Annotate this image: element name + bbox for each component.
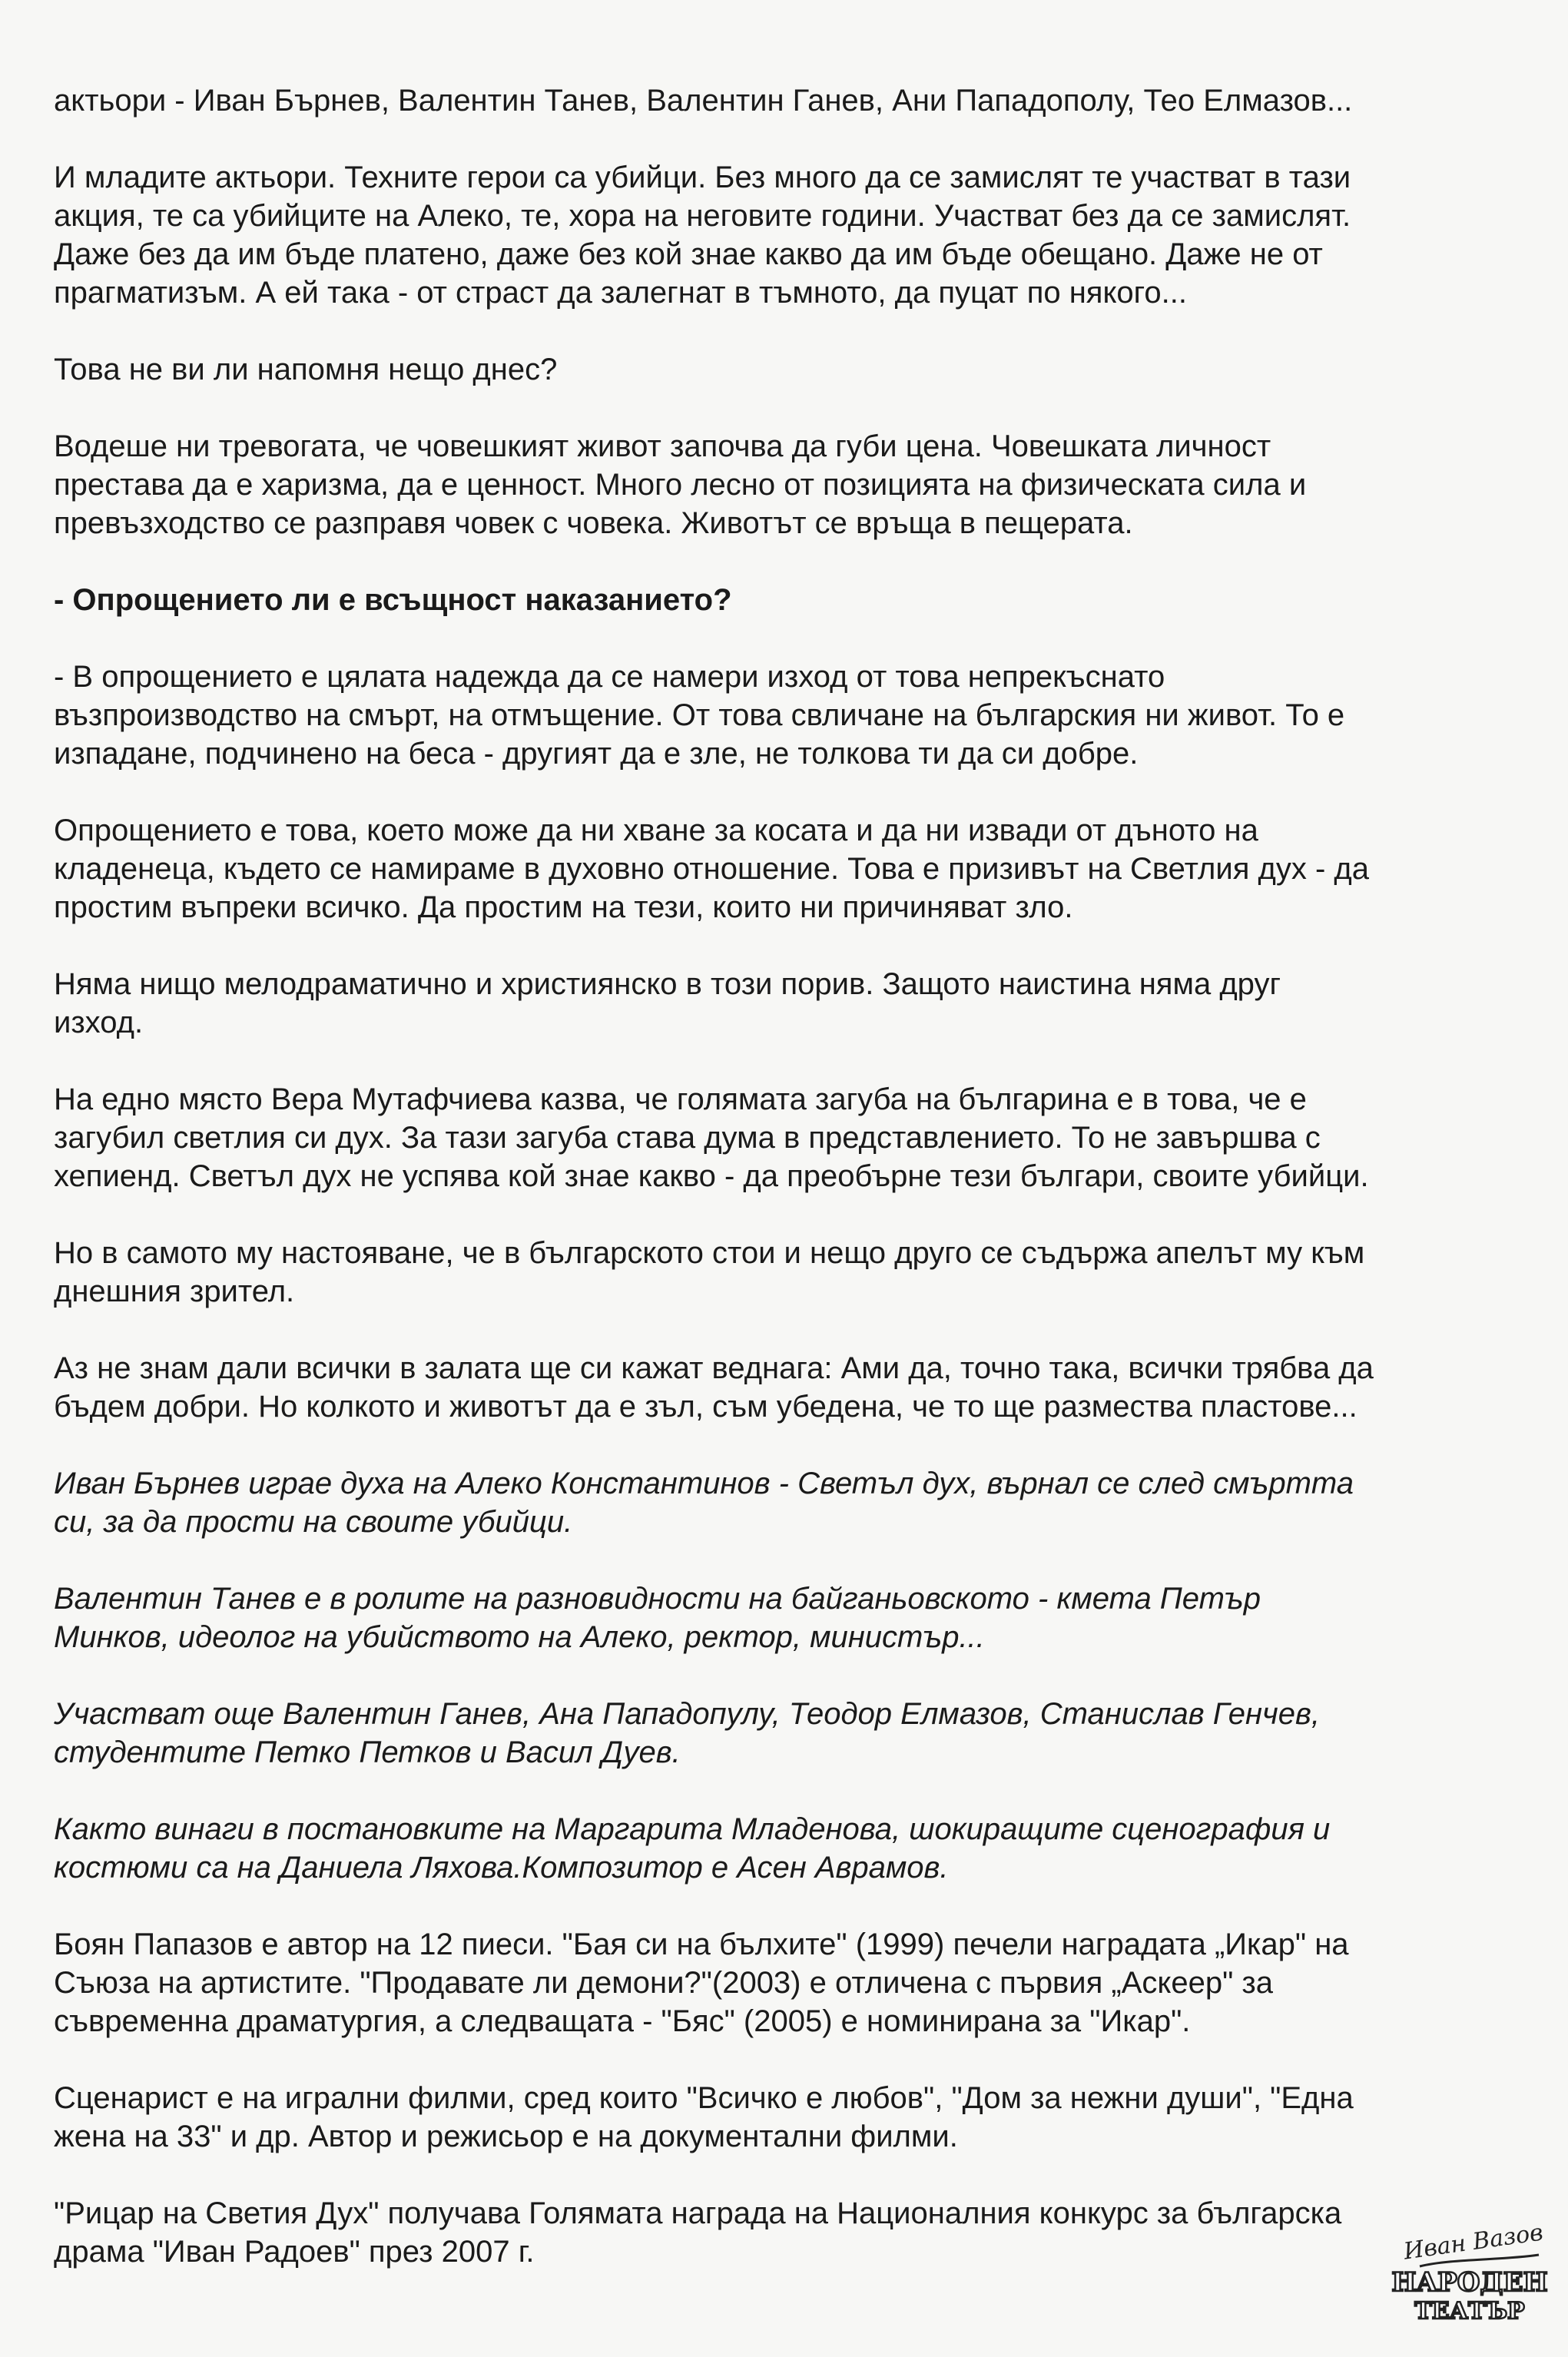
paragraph-7: [54, 811, 1529, 927]
national-theatre-logo: [1389, 2213, 1550, 2328]
paragraph-line: превъзходство се разправя човек с човека. Животът се връща в пещерата.: [54, 506, 1133, 540]
paragraph-line: Както винаги в постановките на Маргарита Младенова, шокиращите сценография и: [54, 1812, 1331, 1846]
paragraph-2: [54, 158, 1529, 312]
paragraph-line: Няма нищо мелодраматично и християнско в този порив. Защото наистина няма друг: [54, 967, 1281, 1001]
paragraph-line: си, за да прости на своите убийци.: [54, 1505, 573, 1539]
paragraph-18: [54, 2194, 1529, 2271]
paragraph-line: Участват още Валентин Ганев, Ана Пападопулу, Теодор Елмазов, Станислав Генчев,: [54, 1697, 1320, 1731]
paragraph-line: съвременна драматургия, а следващата - "Бяс" (2005) е номинирана за "Икар".: [54, 2004, 1191, 2038]
paragraph-line: Боян Папазов е автор на 12 пиеси. "Бая си на бълхите" (1999) печели наградата „Икар" на: [54, 1928, 1349, 1961]
paragraph-line: "Рицар на Светия Дух" получава Голямата награда на Националния конкурс за българска: [54, 2196, 1342, 2230]
paragraph-line: - В опрощението е цялата надежда да се намери изход от това непрекъснато: [54, 660, 1165, 694]
paragraph-4: [54, 427, 1529, 542]
paragraph-1: [54, 81, 1529, 120]
paragraph-line: костюми са на Даниела Ляхова.Композитор е Асен Аврамов.: [54, 1851, 949, 1885]
paragraph-16: [54, 1925, 1529, 2040]
paragraph-line: бъдем добри. Но колкото и животът да е зъл, съм убедена, че то ще размества пластове...: [54, 1390, 1357, 1424]
paragraph-line: Иван Бърнев играе духа на Алеко Константинов - Светъл дух, върнал се след смъртта: [54, 1467, 1354, 1500]
paragraph-line: Аз не знам дали всички в залата ще си кажат веднага: Ами да, точно така, всички трябва да: [54, 1351, 1374, 1385]
paragraph-10: [54, 1234, 1529, 1311]
paragraph-line: студентите Петко Петков и Васил Дуев.: [54, 1735, 681, 1769]
paragraph-12: [54, 1464, 1529, 1541]
paragraph-line: И младите актьори. Техните герои са убийци. Без много да се замислят те участват в тази: [54, 161, 1351, 194]
paragraph-line: изпадане, подчинено на беса - другият да е зле, не толкова ти да си добре.: [54, 737, 1139, 771]
paragraph-line: възпроизводство на смърт, на отмъщение. От това свличане на българския ни живот. То е: [54, 698, 1345, 732]
logo-line1: НАРОДЕН: [1391, 2267, 1548, 2298]
paragraph-line: драма "Иван Радоев" през 2007 г.: [54, 2235, 535, 2269]
paragraph-line: Водеше ни тревогата, че човешкият живот започва да губи цена. Човешката личност: [54, 429, 1271, 463]
paragraph-line: Даже без да им бъде платено, даже без кой знае какво да им бъде обещано. Даже не от: [54, 237, 1323, 271]
paragraph-line: На едно място Вера Мутафчиева казва, че голямата загуба на българина е в това, че е: [54, 1082, 1307, 1116]
paragraph-line: Но в самото му настояване, че в българското стои и нещо друго се съдържа апелът му към: [54, 1236, 1365, 1270]
paragraph-line: акция, те са убийците на Алеко, те, хора на неговите години. Участват без да се замислят.: [54, 199, 1351, 233]
paragraph-line: загубил светлия си дух. За тази загуба става дума в представлението. То не завършва с: [54, 1121, 1321, 1155]
paragraph-line: престава да е харизма, да е ценност. Много лесно от позицията на физическата сила и: [54, 468, 1307, 502]
paragraph-line: Опрощението е това, което може да ни хване за косата и да ни извади от дъното на: [54, 814, 1258, 847]
paragraph-line: Сценарист е на игрални филми, сред които "Всичко е любов", "Дом за нежни души", "Една: [54, 2081, 1354, 2115]
paragraph-line: кладенеца, където се намираме в духовно отношение. Това е призивът на Светлия дух - да: [54, 852, 1369, 886]
paragraph-8: [54, 965, 1529, 1042]
paragraph-5: [54, 581, 1529, 619]
paragraph-14: [54, 1695, 1529, 1772]
paragraph-line: жена на 33" и др. Автор и режисьор е на документални филми.: [54, 2120, 958, 2153]
paragraph-line: хепиенд. Светъл дух не успява кой знае какво - да преобърне тези българи, своите убийци.: [54, 1159, 1369, 1193]
paragraph-11: [54, 1349, 1529, 1426]
paragraph-line: Минков, идеолог на убийството на Алеко, ректор, министър...: [54, 1620, 985, 1654]
paragraph-3: [54, 350, 1529, 389]
paragraph-15: [54, 1810, 1529, 1887]
paragraph-line: Валентин Танев е в ролите на разновидности на байганьовското - кмета Петър: [54, 1582, 1261, 1616]
paragraph-line: прагматизъм. А ей така - от страст да залегнат в тъмното, да пуцат по някого...: [54, 276, 1187, 310]
paragraph-9: [54, 1080, 1529, 1195]
paragraph-line: Съюза на артистите. "Продавате ли демони?"(2003) е отличена с първия „Аскеер" за: [54, 1966, 1273, 2000]
paragraph-6: [54, 658, 1529, 773]
paragraph-line: простим въпреки всичко. Да простим на тези, които ни причиняват зло.: [54, 890, 1073, 924]
article-body: [54, 81, 1529, 2309]
paragraph-line: - Опрощението ли е всъщност наказанието?: [54, 583, 732, 617]
logo-line2: ТЕАТЪР: [1414, 2298, 1525, 2325]
paragraph-line: Това не ви ли напомня нещо днес?: [54, 353, 558, 386]
paragraph-line: днешния зрител.: [54, 1275, 295, 1308]
paragraph-line: изход.: [54, 1006, 144, 1039]
logo-signature: Иван Вазов: [1401, 2219, 1545, 2266]
paragraph-line: актьори - Иван Бърнев, Валентин Танев, Валентин Ганев, Ани Пападополу, Тео Елмазов...: [54, 84, 1353, 118]
paragraph-17: [54, 2079, 1529, 2156]
paragraph-13: [54, 1580, 1529, 1656]
